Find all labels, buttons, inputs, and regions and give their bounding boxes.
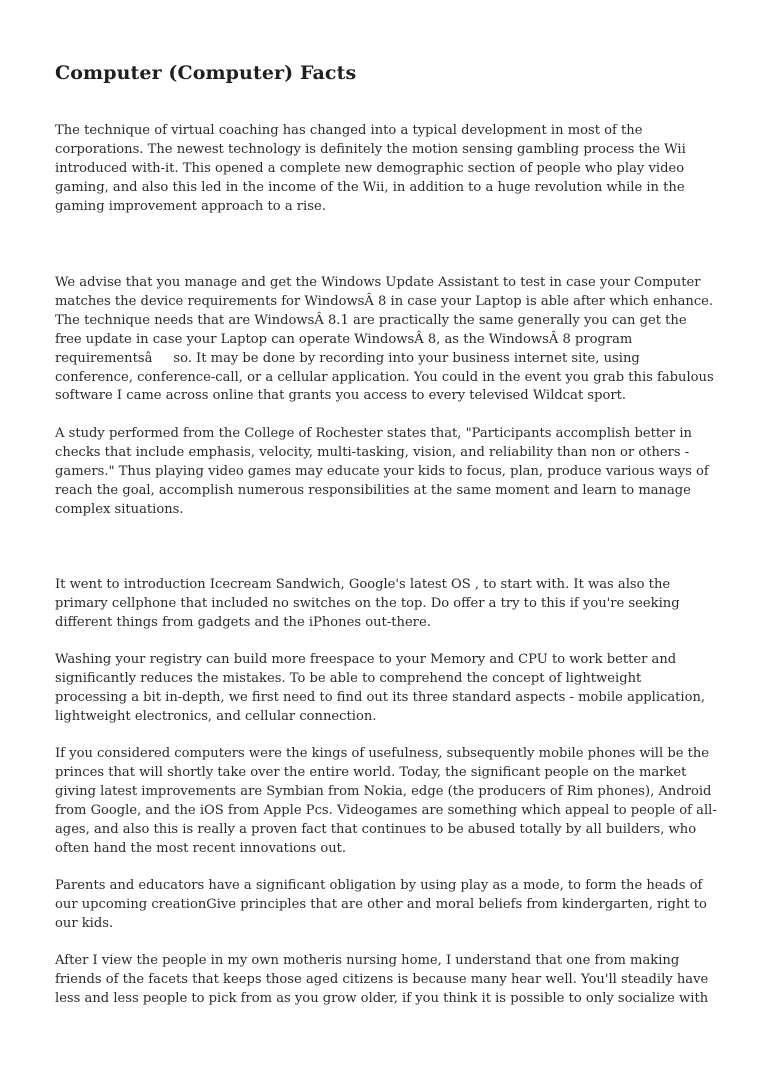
- paragraph-registry-cleaning: Washing your registry can build more freespace to your Memory and CPU to work better and significantly reduces the mistakes. To be able to comprehend the concept of lightweight processing a bit in-depth, we first need to find out its three standard aspects - mobile application, lightweight electronics, and cellular connection.: [55, 652, 706, 724]
- page-title: Computer (Computer) Facts: [55, 62, 357, 84]
- paragraph-windows-update: We advise that you manage and get the Windows Update Assistant to test in case your Computer matches the device requirements for WindowsÂ 8 in case your Laptop is able after which enhance. The technique needs that are WindowsÂ 8.1 are practically the same generally you can get the free update in case your Laptop can operate WindowsÂ 8, as the WindowsÂ 8 program requirementsâso. It may be done by recording into your business internet site, using conference, conference-call, or a cellular application. You could in the event you grab this fabulous software I came across online that grants you access to every televised Wildcat sport.: [55, 275, 714, 404]
- paragraph-rochester-study: A study performed from the College of Rochester states that, "Participants accomplish better in checks that include emphasis, velocity, multi-tasking, vision, and reliability than non or others - gamers." Thus playing video games may educate your kids to focus, plan, produce various ways of reach the goal, accomplish numerous responsibilities at the same moment and learn to manage complex situations.: [55, 426, 709, 517]
- paragraph-virtual-coaching: The technique of virtual coaching has changed into a typical development in most of the corporations. The newest technology is definitely the motion sensing gambling process the Wii introduced with-it. This opened a complete new demographic section of people who play video gaming, and also this led in the income of the Wii, in addition to a huge revolution while in the gaming improvement approach to a rise.: [55, 123, 686, 214]
- paragraph-nursing-home: After I view the people in my own motheris nursing home, I understand that one from making friends of the facets that keeps those aged citizens is because many hear well. You'll steadily have less and less people to pick from as you grow older, if you think it is possible to only socialize with: [55, 953, 709, 1006]
- paragraph-parents-educators: Parents and educators have a significant obligation by using play as a mode, to form the heads of our upcoming creationGive principles that are other and moral beliefs from kindergarten, right to our kids.: [55, 878, 707, 931]
- paragraph-mobile-phones: If you considered computers were the kings of usefulness, subsequently mobile phones will be the princes that will shortly take over the entire world. Today, the significant people on the market giving latest improvements are Symbian from Nokia, edge (the producers of Rim phones), Android from Google, and the iOS from Apple Pcs. Videogames are something which appeal to people of all-ages, and also this is really a proven fact that continues to be abused totally by all builders, who often hand the most recent innovations out.: [55, 746, 717, 856]
- paragraph-icecream-sandwich: It went to introduction Icecream Sandwich, Google's latest OS , to start with. It was also the primary cellphone that included no switches on the top. Do offer a try to this if you're seeking different things from gadgets and the iPhones out-there.: [55, 577, 680, 630]
